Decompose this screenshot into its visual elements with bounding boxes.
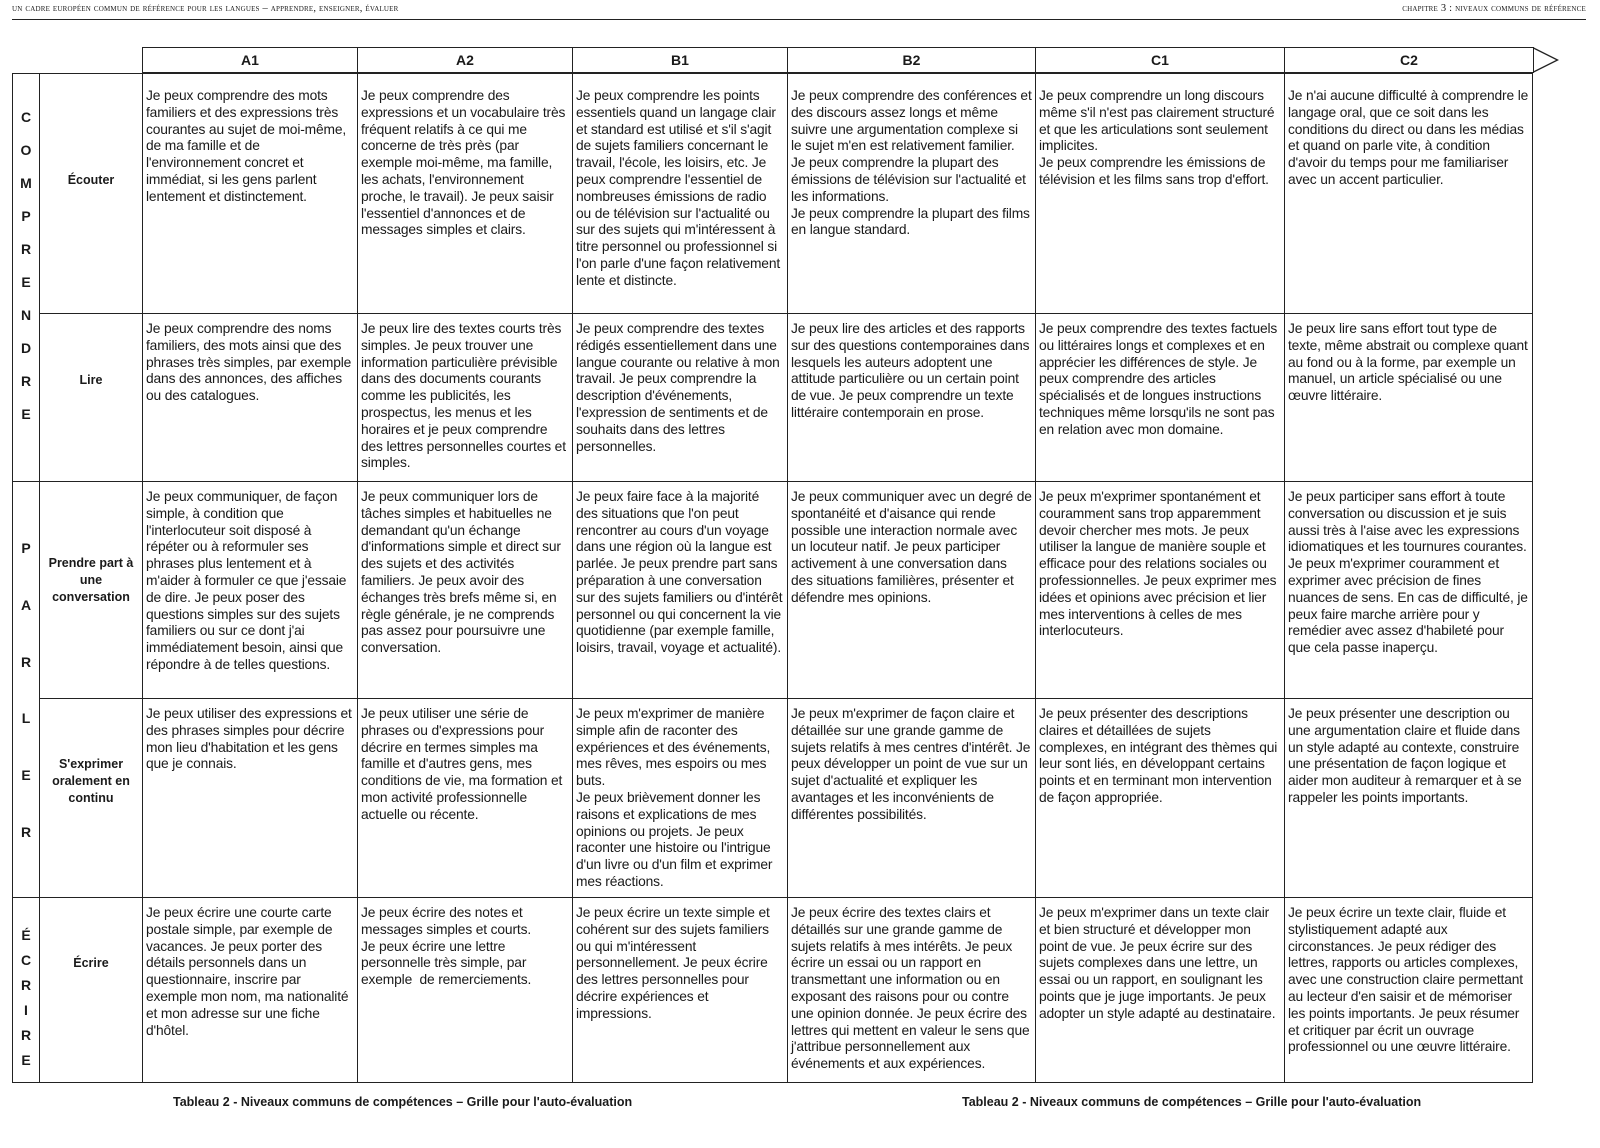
level-header-b2: B2 xyxy=(787,47,1035,73)
cell-ecrire-c2: Je peux écrire un texte clair, fluide et stylistiquement adapté aux circonstances. Je peux rédiger des lettres, rapports ou articles complexes, avec une construction claire permettant au lecteur d'en saisir et de mémoriser les points importants. Je peux résumer et critiquer par écrit un ouvrage professionnel ou une œuvre littéraire. xyxy=(1288,905,1527,1055)
group-label-comprendre xyxy=(13,100,39,430)
group-letter: M xyxy=(20,174,32,191)
cell-conversation-c1: Je peux m'exprimer spontanément et couramment sans trop apparemment devoir chercher mes mots. Je peux utiliser la langue de manière souple et efficace pour des relations sociales ou professionnelles. Je peux exprimer mes idées et opinions avec précision et lier mes interventions à celles de mes interlocuteurs. xyxy=(1039,489,1281,639)
cell-continu-c1: Je peux présenter des descriptions claires et détaillées de sujets complexes, en intégrant des thèmes qui leur sont liés, en développant certains points et en terminant mon intervention de façon appropriée. xyxy=(1039,706,1281,805)
group-letter: R xyxy=(20,372,32,389)
cell-conversation-b2: Je peux communiquer avec un degré de spontanéité et d'aisance qui rende possible une interaction normale avec un locuteur natif. Je peux participer activement à une conversation dans des situations familières, présenter et défendre mes opinions. xyxy=(791,489,1036,605)
skill-label-ecrire: Écrire xyxy=(73,955,109,970)
cell-conversation-c2: Je peux participer sans effort à toute conversation ou discussion et je suis aussi très à l'aise avec les expressions idiomatiques et les tournures courantes. Je peux m'exprimer couramment et exprimer avec précision de fines nuances de sens. En cas de difficulté, je peux faire marche arrière pour y remédier avec assez d'habileté pour que cela passe inaperçu. xyxy=(1288,489,1532,656)
group-letter: R xyxy=(20,240,32,257)
group-letter: P xyxy=(21,207,31,224)
group-letter: R xyxy=(20,976,32,993)
cell-ecouter-a2: Je peux comprendre des expressions et un vocabulaire très fréquent relatifs à ce qui me concerne de très près (par exemple moi-même, ma famille, les achats, l'environnement proche, le travail). Je peux saisir l'essentiel d'annonces et de messages simples et clairs. xyxy=(361,88,569,238)
skill-label-sexprimer: S'exprimer oralement en continu xyxy=(52,756,130,805)
cell-lire-c2: Je peux lire sans effort tout type de texte, même abstrait ou complexe quant au fond ou à la forme, par exemple un manuel, un article spécialisé ou une œuvre littéraire. xyxy=(1288,321,1532,404)
cell-lire-a2: Je peux lire des textes courts très simples. Je peux trouver une information particulière prévisible dans des documents courants comme les publicités, les prospectus, les menus et les horaires et je peux comprendre des lettres personnelles courtes et simples. xyxy=(361,321,570,471)
cell-ecrire-b1: Je peux écrire un texte simple et cohérent sur des sujets familiers ou qui m'intéressent personnellement. Je peux écrire des lettres personnelles pour décrire expériences et impressions. xyxy=(576,905,774,1021)
group-label-parler xyxy=(13,520,39,860)
group-letter: E xyxy=(21,766,31,783)
cell-continu-b2: Je peux m'exprimer de façon claire et détaillée sur une grande gamme de sujets relatifs à mes centres d'intérêt. Je peux développer un point de vue sur un sujet d'actualité et expliquer les avantages et les inconvénients de différentes possibilités. xyxy=(791,706,1034,822)
group-letter: N xyxy=(20,306,32,323)
cell-lire-c1: Je peux comprendre des textes factuels ou littéraires longs et complexes et en apprécier les différences de style. Je peux comprendre des articles spécialisés et de longues instructions techniques même lorsqu'ils ne sont pas en relation avec mon domaine. xyxy=(1039,321,1281,437)
cell-continu-a2: Je peux utiliser une série de phrases ou d'expressions pour décrire en termes simples ma famille et d'autres gens, mes conditions de vie, ma formation et mon activité professionnelle actuelle ou récente. xyxy=(361,706,566,822)
skill-label-ecouter: Écouter xyxy=(67,172,115,187)
group-letter: E xyxy=(21,273,31,290)
cell-conversation-a2: Je peux communiquer lors de tâches simples et habituelles ne demandant qu'un échange d'informations simple et direct sur des sujets et des activités familiers. Je peux avoir des échanges très brefs même si, en règle générale, je ne comprends pas assez pour poursuivre une conversation. xyxy=(361,489,565,656)
cell-ecrire-a2: Je peux écrire des notes et messages simples et courts. Je peux écrire une lettre personnelle très simple, par exemple de remerciements. xyxy=(361,905,532,988)
group-letter: C xyxy=(20,108,32,125)
cell-lire-a1: Je peux comprendre des noms familiers, des mots ainsi que des phrases très simples, par exemple dans des annonces, des affiches ou des catalogues. xyxy=(146,321,355,404)
table-caption-left: Tableau 2 - Niveaux communs de compétences – Grille pour l'auto-évaluation xyxy=(173,1095,633,1109)
cell-lire-b2: Je peux lire des articles et des rapports sur des questions contemporaines dans lesquels les auteurs adoptent une attitude particulière ou un certain point de vue. Je peux comprendre un texte littéraire contemporain en prose. xyxy=(791,321,1034,420)
cell-continu-b1: Je peux m'exprimer de manière simple afin de raconter des expériences et des événements, mes rêves, mes espoirs ou mes buts. Je peux brièvement donner les raisons et explications de mes opinions ou projets. Je peux raconter une histoire ou l'intrigue d'un livre ou d'un film et exprimer mes réactions. xyxy=(576,706,773,889)
group-letter: R xyxy=(20,1026,32,1043)
group-letter: R xyxy=(20,823,32,840)
group-letter: É xyxy=(21,926,31,943)
running-header-right: chapitre 3 : niveaux communs de référence xyxy=(1402,3,1586,14)
cell-conversation-a1: Je peux communiquer, de façon simple, à condition que l'interlocuteur soit disposé à répéter ou à reformuler ses phrases plus lentement et à m'aider à formuler ce que j'essaie de dire. Je peux poser des questions simples sur des sujets familiers ou sur ce dont j'ai immédiatement besoin, ainsi que répondre à de telles questions. xyxy=(146,489,351,672)
group-letter: C xyxy=(20,951,32,968)
cell-continu-c2: Je peux présenter une description ou une argumentation claire et fluide dans un style adapté au contexte, construire une présentation de façon logique et aider mon auditeur à remarquer et à se rappeler les points importants. xyxy=(1288,706,1526,805)
group-letter: L xyxy=(21,710,31,727)
level-header-c1: C1 xyxy=(1035,47,1284,73)
skill-label-lire: Lire xyxy=(79,372,103,387)
level-header-a1: A1 xyxy=(142,47,357,73)
cell-ecrire-c1: Je peux m'exprimer dans un texte clair et bien structuré et développer mon point de vue. Je peux écrire sur des sujets complexes dans une lettre, un essai ou un rapport, en soulignant les points que je juge importants. Je peux adopter un style adapté au destinataire. xyxy=(1039,905,1276,1021)
cell-ecrire-b2: Je peux écrire des textes clairs et détaillés sur une grande gamme de sujets relatifs à mes intérêts. Je peux écrire un essai ou un rapport en transmettant une information ou en exposant des raisons pour ou contre une opinion donnée. Je peux écrire des lettres qui mettent en valeur le sens que j'attribue personnellement aux événements et aux expériences. xyxy=(791,905,1034,1072)
group-letter: P xyxy=(21,540,31,557)
cell-ecouter-b1: Je peux comprendre les points essentiels quand un langage clair et standard est utilisé et s'il s'agit de sujets familiers concernant le travail, l'école, les loisirs, etc. Je peux comprendre l'essentiel de nombreuses émissions de radio ou de télévision sur l'actualité ou sur des sujets qui m'intéressent à titre personnel ou professionnel si l'on parle d'une façon relativement lente et distincte. xyxy=(576,88,784,288)
cell-ecouter-c1: Je peux comprendre un long discours même s'il n'est pas clairement structuré et que les articulations sont seulement implicites. Je peux comprendre les émissions de télévision et les films sans trop d'effort. xyxy=(1039,88,1275,187)
cell-lire-b1: Je peux comprendre des textes rédigés essentiellement dans une langue courante ou relative à mon travail. Je peux comprendre la description d'événements, l'expression de sentiments et de souhaits dans des lettres personnelles. xyxy=(576,321,784,454)
group-letter: A xyxy=(20,596,32,613)
cell-continu-a1: Je peux utiliser des expressions et des phrases simples pour décrire mon lieu d'habitation et les gens que je connais. xyxy=(146,706,356,772)
cell-ecrire-a1: Je peux écrire une courte carte postale simple, par exemple de vacances. Je peux porter des détails personnels dans un questionnaire, inscrire par exemple mon nom, ma nationalité et mon adresse sur une fiche d'hôtel. xyxy=(146,905,353,1038)
level-arrow-inner xyxy=(1534,49,1556,71)
group-letter: I xyxy=(24,1001,28,1018)
group-letter: D xyxy=(20,339,32,356)
cell-ecouter-c2: Je n'ai aucune difficulté à comprendre le langage oral, que ce soit dans les conditions du direct ou dans les médias et quand on parle vite, à condition d'avoir du temps pour me familiariser avec un accent particulier. xyxy=(1288,88,1532,187)
level-header-b1: B1 xyxy=(572,47,787,73)
header-rule xyxy=(12,19,1586,20)
level-header-a2: A2 xyxy=(357,47,572,73)
running-header-left: un cadre européen commun de référence pour les langues – apprendre, enseigner, évaluer xyxy=(12,3,399,14)
group-letter: O xyxy=(20,141,32,158)
group-letter: E xyxy=(21,1051,31,1068)
table-caption-right: Tableau 2 - Niveaux communs de compétences – Grille pour l'auto-évaluation xyxy=(962,1095,1422,1109)
cell-conversation-b1: Je peux faire face à la majorité des situations que l'on peut rencontrer au cours d'un voyage dans une région où la langue est parlée. Je peux prendre part sans préparation à une conversation sur des sujets familiers ou d'intérêt personnel ou qui concernent la vie quotidienne (par exemple famille, loisirs, travail, voyage et actualité). xyxy=(576,489,787,656)
cell-ecouter-a1: Je peux comprendre des mots familiers et des expressions très courantes au sujet de moi-même, de ma famille et de l'environnement concret et immédiat, si les gens parlent lentement et distinctement. xyxy=(146,88,350,204)
skill-label-prendre-part: Prendre part à une conversation xyxy=(48,555,134,604)
group-letter: E xyxy=(21,405,31,422)
level-header-c2: C2 xyxy=(1284,47,1533,73)
group-letter: R xyxy=(20,653,32,670)
cell-ecouter-b2: Je peux comprendre des conférences et des discours assez longs et même suivre une argumentation complexe si le sujet m'en est relativement familier. Je peux comprendre la plupart des émissions de télévision sur l'actualité et les informations. Je peux comprendre la plupart des films en langue standard. xyxy=(791,88,1032,238)
running-header xyxy=(12,3,1586,19)
group-label-ecrire xyxy=(13,922,39,1072)
